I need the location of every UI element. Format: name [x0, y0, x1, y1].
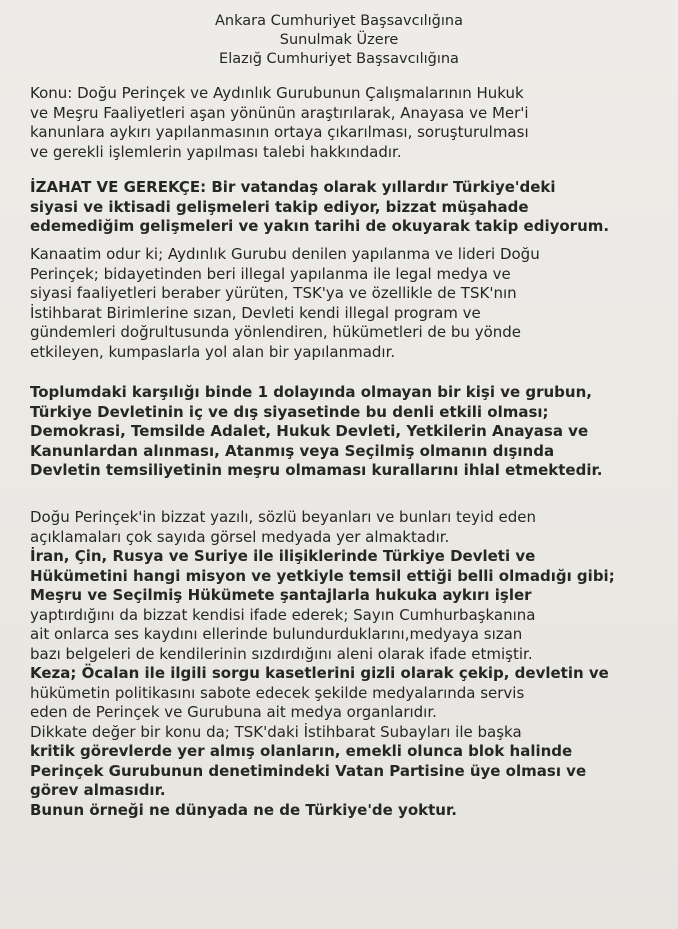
text-line: kritik görevlerde yer almış olanların, emekli olunca blok halinde	[30, 742, 573, 760]
text-line: Perinçek Gurubunun denetimindeki Vatan Partisine üye olması ve	[30, 761, 587, 780]
header-line-1: Ankara Cumhuriyet Başsavcılığına	[215, 13, 463, 29]
text-line: açıklamaları çok sayıda görsel medyada yer almaktadır.	[30, 527, 450, 546]
header-line-2: Sunulmak Üzere	[279, 32, 399, 48]
paragraph-konu	[30, 84, 620, 162]
paragraph-toplum	[30, 383, 620, 481]
header-line-3: Elazığ Cumhuriyet Başsavcılığına	[219, 51, 459, 67]
text-line: ve gerekli işlemlerin yapılması talebi hakkındadır.	[30, 142, 402, 161]
text-line: bazı belgeleri de kendilerinin sızdırdığını aleni olarak ifade etmiştir.	[30, 644, 533, 663]
text-line: Hükümetini hangi misyon ve yetkiyle temsil ettiği belli olmadığı gibi;	[30, 566, 615, 585]
text-line: Kanunlardan alınması, Atanmış veya Seçilmiş olmanın dışında	[30, 441, 555, 460]
text-line: hükümetin politikasını sabote edecek şekilde medyalarında servis	[30, 683, 525, 702]
text-line: Bunun örneği ne dünyada ne de Türkiye'de yoktur.	[30, 800, 457, 819]
text-line: siyasi faaliyetleri beraber yürüten, TSK'ya ve özellikle de TSK'nın	[30, 284, 517, 302]
text-line: gündemleri doğrultusunda yönlendiren, hükümetleri de bu yönde	[30, 323, 522, 341]
paragraph-kanaat	[30, 245, 620, 362]
letter-header	[0, 12, 678, 69]
text-line: ve Meşru Faaliyetleri aşan yönünün araştırılarak, Anayasa ve Mer'i	[30, 103, 529, 122]
text-line: Meşru ve Seçilmiş Hükümete şantajlarla hukuka aykırı işler	[30, 586, 532, 604]
text-line: Doğu Perinçek'in bizzat yazılı, sözlü beyanları ve bunları teyid eden	[30, 508, 536, 526]
paragraph-dogu-perincek	[30, 508, 620, 820]
text-line: yaptırdığını da bizzat kendisi ifade ederek; Sayın Cumhurbaşkanına	[30, 605, 536, 624]
text-line: Konu: Doğu Perinçek ve Aydınlık Gurubunun Çalışmalarının Hukuk	[30, 84, 524, 102]
text-line: etkileyen, kumpaslarla yol alan bir yapılanmadır.	[30, 342, 396, 361]
text-line: Kanaatim odur ki; Aydınlık Gurubu denilen yapılanma ve lideri Doğu	[30, 245, 540, 263]
text-line: Keza; Öcalan ile ilgili sorgu kasetlerini gizli olarak çekip, devletin ve	[30, 664, 609, 682]
text-line: Dikkate değer bir konu da; TSK'daki İstihbarat Subayları ile başka	[30, 722, 522, 741]
text-line: ait onlarca ses kaydını ellerinde bulundurduklarını,medyaya sızan	[30, 625, 523, 643]
text-line: edemediğim gelişmeleri ve yakın tarihi de okuyarak takip ediyorum.	[30, 217, 610, 235]
text-line: İran, Çin, Rusya ve Suriye ile ilişiklerinde Türkiye Devleti ve	[30, 547, 536, 565]
text-line: Demokrasi, Temsilde Adalet, Hukuk Devleti, Yetkilerin Anayasa ve	[30, 422, 589, 440]
text-line: görev almasıdır.	[30, 781, 166, 799]
text-line: Perinçek; bidayetinden beri illegal yapılanma ile legal medya ve	[30, 264, 511, 283]
text-line: eden de Perinçek ve Gurubuna ait medya organlarıdır.	[30, 703, 437, 721]
text-line: Toplumdaki karşılığı binde 1 dolayında olmayan bir kişi ve grubun,	[30, 383, 592, 401]
text-line: Devletin temsiliyetinin meşru olmaması kurallarını ihlal etmektedir.	[30, 461, 603, 479]
text-line: siyasi ve iktisadi gelişmeleri takip ediyor, bizzat müşahade	[30, 197, 529, 216]
text-line: İZAHAT VE GEREKÇE: Bir vatandaş olarak yıllardır Türkiye'deki	[30, 178, 556, 196]
text-line: Türkiye Devletinin iç ve dış siyasetinde bu denli etkili olması;	[30, 402, 549, 421]
paragraph-izahat	[30, 178, 620, 237]
text-line: İstihbarat Birimlerine sızan, Devleti kendi illegal program ve	[30, 303, 481, 322]
text-line: kanunlara aykırı yapılanmasının ortaya çıkarılması, soruşturulması	[30, 123, 529, 141]
